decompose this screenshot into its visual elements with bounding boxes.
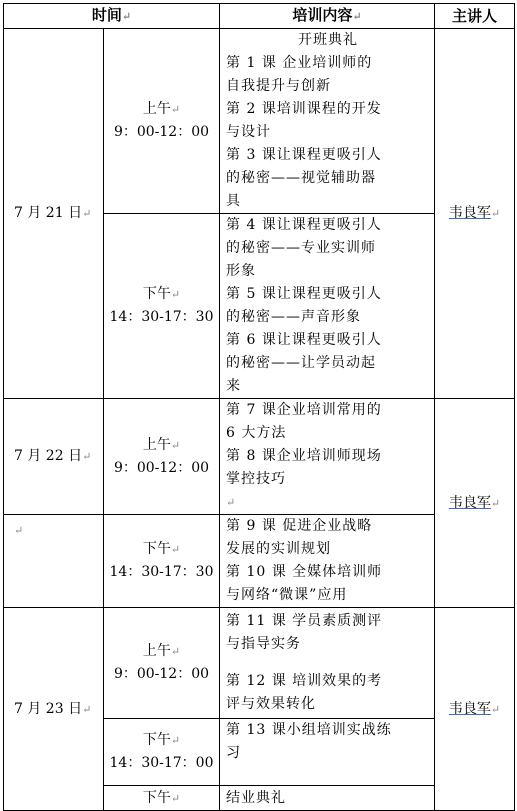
content-line: 结业典礼: [226, 789, 286, 806]
header-speaker-label: 主讲人: [451, 6, 497, 25]
paragraph-mark-icon: ↵: [352, 10, 362, 23]
content-cell: [220, 608, 435, 719]
time-cell: [104, 515, 220, 608]
table-row: [4, 399, 515, 515]
date-cell-empty: [4, 515, 104, 608]
time-cell: [104, 29, 220, 214]
content-line: 第 11 课 学员素质测评: [226, 613, 383, 629]
content-line: 第 7 课企业培训常用的: [226, 402, 382, 418]
date-cell: [4, 608, 104, 811]
content-line: 第 12 课 培训效果的考: [226, 673, 383, 689]
content-line: 掌控技巧: [226, 471, 286, 487]
training-schedule-table: [3, 3, 515, 811]
content-line: 第 1 课 企业培训师的: [226, 55, 373, 71]
paragraph-mark-icon: ↵: [121, 10, 132, 23]
date-cell: [4, 399, 104, 515]
header-content: [220, 4, 435, 29]
content-line: 来: [226, 378, 241, 394]
table-row: [4, 29, 515, 214]
paragraph-mark-icon: ↵: [82, 450, 92, 463]
content-line: 第 5 课让课程更吸引人: [226, 286, 382, 302]
content-line: 形象: [226, 263, 256, 279]
speaker-cell: [435, 29, 515, 399]
content-cell: [220, 515, 435, 608]
hours-label: 9：00-12：00: [113, 124, 210, 140]
content-line: 发展的实训规划: [226, 541, 331, 557]
content-cell: [220, 214, 435, 399]
header-time: [4, 4, 220, 29]
time-cell: [104, 214, 220, 399]
table-row: [4, 608, 515, 719]
paragraph-mark-icon: ↵: [226, 496, 237, 509]
content-line: 习: [226, 745, 241, 761]
speaker-name: 韦良军: [448, 205, 491, 221]
period-label: 下午↵: [142, 732, 181, 748]
period-label: 下午↵: [142, 286, 181, 302]
period-label: 上午↵: [142, 101, 181, 117]
paragraph-mark-icon: ↵: [170, 791, 181, 805]
hours-label: 14：30-17：30: [109, 309, 214, 325]
date-text: 7 月 22 日: [14, 448, 83, 464]
content-line: 具: [226, 193, 241, 209]
paragraph-mark-icon: ↵: [82, 702, 92, 716]
hours-label: 14：30-17：30: [109, 564, 214, 580]
speaker-cell: [435, 399, 515, 608]
hours-label: 9：00-12：00: [113, 666, 210, 682]
content-line: 评与效果转化: [226, 696, 316, 712]
speaker-cell: [435, 608, 515, 811]
content-line: 第 9 课 促进企业战略: [226, 518, 373, 534]
date-text: 7 月 23 日: [14, 700, 83, 717]
time-cell: [104, 786, 220, 811]
content-cell: [220, 786, 435, 811]
header-time-label: 时间: [91, 6, 122, 24]
date-cell: [4, 29, 104, 399]
period-label: 上午↵: [142, 436, 181, 453]
content-line: 与设计: [226, 124, 271, 140]
content-line: 开班典礼: [298, 32, 358, 48]
content-line: 第 6 课让课程更吸引人: [226, 332, 382, 348]
content-cell: [220, 29, 435, 214]
header-speaker: [435, 4, 515, 29]
content-line: 与网络“微课”应用: [226, 587, 348, 603]
content-cell: [220, 399, 435, 515]
paragraph-mark-icon: ↵: [82, 207, 92, 220]
period-label: 下午: [142, 789, 171, 806]
hours-label: 14：30-17：00: [109, 755, 214, 771]
paragraph-mark-icon: ↵: [490, 207, 501, 220]
paragraph-mark-icon: ↵: [490, 496, 501, 510]
content-line: 与指导实务: [226, 636, 301, 652]
content-line: 第 2 课培训课程的开发: [226, 101, 382, 117]
content-cell: [220, 719, 435, 786]
date-text: 7 月 21 日: [14, 205, 83, 221]
content-line: 第 10 课 全媒体培训师: [226, 564, 383, 580]
spacer: [226, 656, 430, 670]
time-cell: [104, 608, 220, 719]
hours-label: 9：00-12：00: [113, 459, 210, 476]
time-cell: [104, 399, 220, 515]
speaker-name: 韦良军: [448, 700, 491, 717]
period-label: 上午↵: [142, 643, 181, 659]
paragraph-mark-icon: ↵: [14, 524, 24, 537]
content-line: 第 13 课小组培训实战练: [226, 722, 392, 738]
paragraph-mark-icon: ↵: [490, 702, 501, 716]
content-line: 第 8 课企业培训师现场: [226, 448, 382, 464]
header-row: [4, 4, 515, 29]
header-content-label: 培训内容: [292, 6, 353, 24]
speaker-name: 韦良军: [448, 494, 491, 511]
content-line: 第 3 课让课程更吸引人: [226, 147, 382, 163]
content-line: 第 4 课让课程更吸引人: [226, 217, 382, 233]
content-line: 的秘密——让学员动起: [226, 355, 376, 371]
content-line: 的秘密——视觉辅助器: [226, 170, 376, 186]
content-line: 的秘密——声音形象: [226, 309, 361, 325]
content-line: 6 大方法: [226, 425, 287, 441]
period-label: 下午↵: [142, 541, 181, 557]
content-line: 的秘密——专业实训师: [226, 240, 376, 256]
content-line: 自我提升与创新: [226, 78, 331, 94]
time-cell: [104, 719, 220, 786]
